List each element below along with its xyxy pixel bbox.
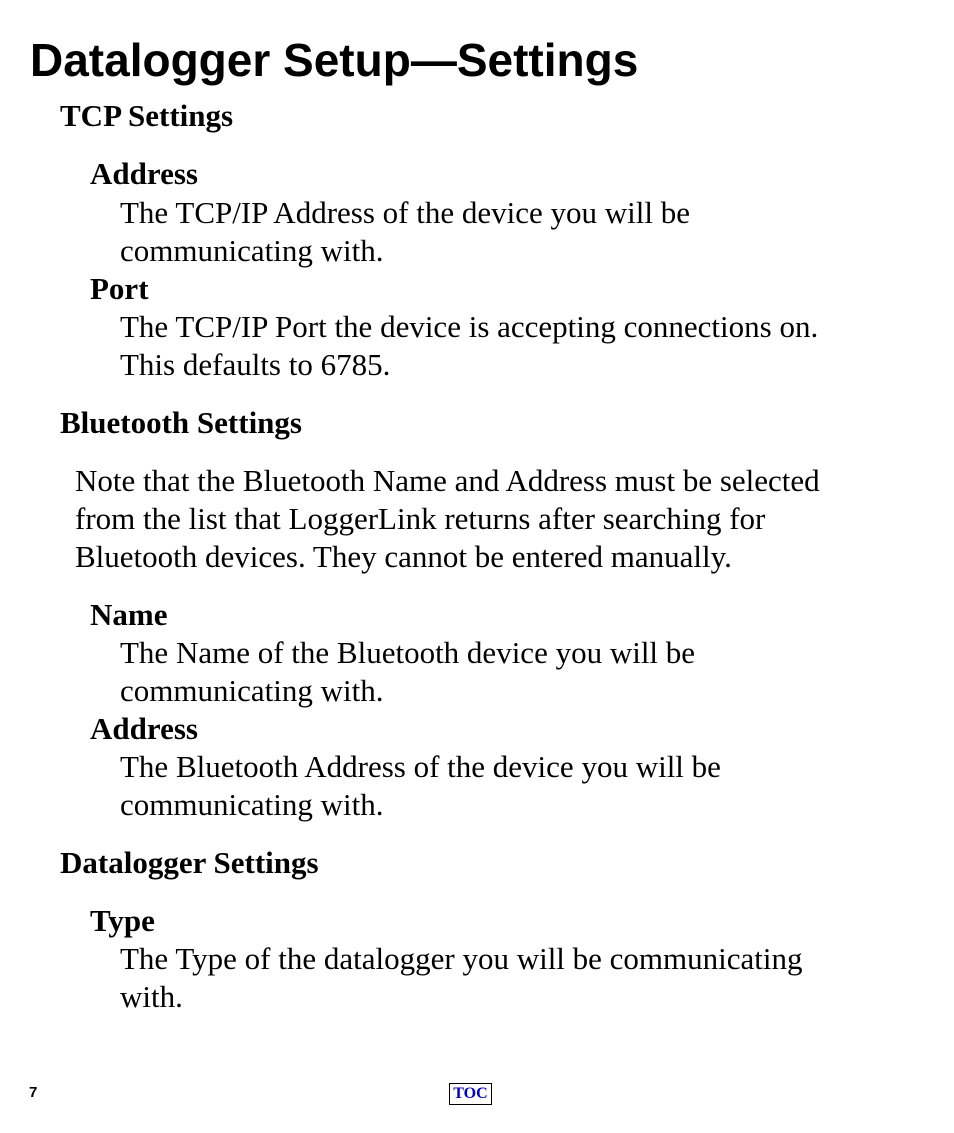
toc-link[interactable]: TOC bbox=[449, 1083, 492, 1105]
tcp-port-description-line-1: The TCP/IP Port the device is accepting connections on. bbox=[120, 309, 819, 344]
tcp-address-description-line-2: communicating with. bbox=[120, 233, 384, 268]
bluetooth-name-description-line-2: communicating with. bbox=[120, 673, 384, 708]
datalogger-type-description-line-1: The Type of the datalogger you will be communicating bbox=[120, 941, 803, 976]
section-heading-datalogger-settings: Datalogger Settings bbox=[60, 845, 319, 880]
term-bluetooth-name: Name bbox=[90, 597, 168, 632]
bluetooth-note-line-1: Note that the Bluetooth Name and Address must be selected bbox=[75, 463, 820, 498]
tcp-address-description-line-1: The TCP/IP Address of the device you will be bbox=[120, 195, 690, 230]
tcp-port-description-line-2: This defaults to 6785. bbox=[120, 347, 391, 382]
section-heading-tcp-settings: TCP Settings bbox=[60, 98, 234, 133]
datalogger-type-description-line-2: with. bbox=[120, 979, 183, 1014]
bluetooth-name-description-line-1: The Name of the Bluetooth device you will be bbox=[120, 635, 696, 670]
bluetooth-note-line-3: Bluetooth devices. They cannot be entered manually. bbox=[75, 539, 732, 574]
page-number: 7 bbox=[29, 1084, 38, 1101]
term-bluetooth-address: Address bbox=[90, 711, 198, 746]
page-title: Datalogger Setup—Settings bbox=[30, 34, 639, 86]
term-tcp-port: Port bbox=[90, 271, 149, 306]
bluetooth-address-description-line-2: communicating with. bbox=[120, 787, 384, 822]
term-tcp-address: Address bbox=[90, 156, 198, 191]
bluetooth-note-line-2: from the list that LoggerLink returns after searching for bbox=[75, 501, 766, 536]
bluetooth-address-description-line-1: The Bluetooth Address of the device you will be bbox=[120, 749, 721, 784]
section-heading-bluetooth-settings: Bluetooth Settings bbox=[60, 405, 302, 440]
term-datalogger-type: Type bbox=[90, 903, 155, 938]
